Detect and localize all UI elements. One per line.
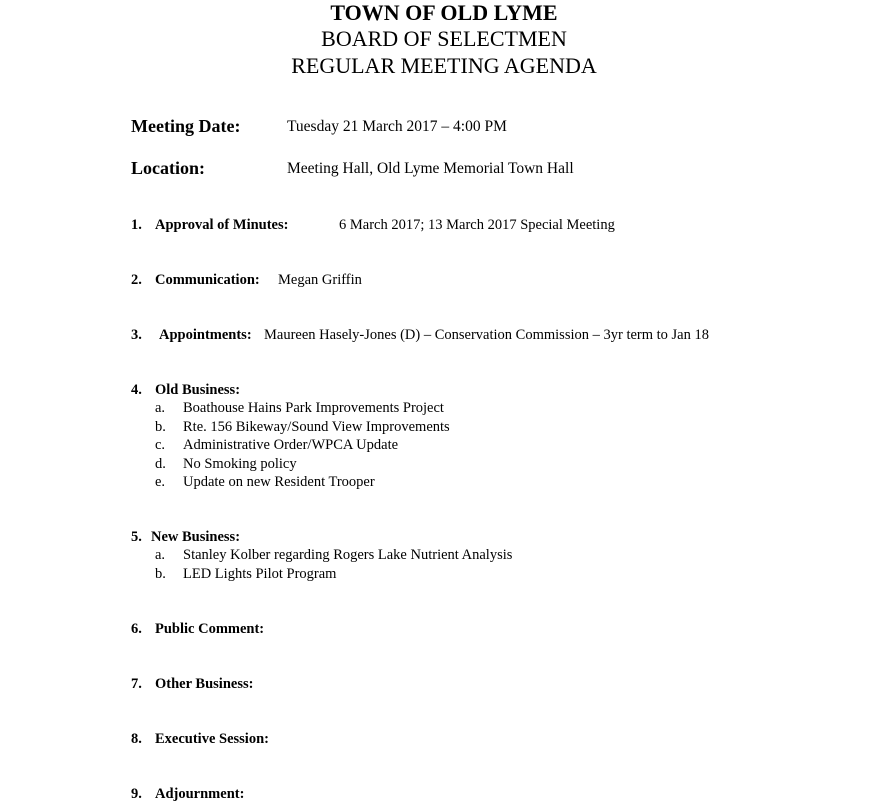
agenda-item-communication bbox=[131, 271, 260, 289]
agenda-item-approval-of-minutes bbox=[131, 216, 288, 234]
board-name: BOARD OF SELECTMEN bbox=[321, 26, 567, 51]
location-label: Location: bbox=[131, 158, 205, 178]
agenda-item-public-comment bbox=[131, 620, 264, 638]
list-item-letter: d. bbox=[155, 455, 166, 472]
item-label: Public Comment: bbox=[155, 621, 265, 637]
document-title: TOWN OF OLD LYME bbox=[330, 0, 558, 25]
item-label: Communication: bbox=[155, 272, 260, 288]
item-number: 1. bbox=[131, 217, 142, 233]
list-item bbox=[155, 565, 512, 584]
agenda-item-old-business bbox=[131, 381, 240, 399]
list-item bbox=[155, 546, 512, 565]
item-number: 3. bbox=[131, 327, 142, 343]
approval-of-minutes-value: 6 March 2017; 13 March 2017 Special Meeting bbox=[339, 217, 615, 233]
item-label: New Business: bbox=[151, 529, 241, 545]
meeting-date-label: Meeting Date: bbox=[131, 116, 241, 136]
list-item-text: Boathouse Hains Park Improvements Project bbox=[183, 400, 444, 416]
list-item-letter: e. bbox=[155, 474, 166, 490]
new-business-list bbox=[155, 546, 512, 583]
meeting-date-value: Tuesday 21 March 2017 – 4:00 PM bbox=[287, 118, 507, 135]
item-label: Executive Session: bbox=[155, 731, 269, 747]
list-item bbox=[155, 455, 450, 474]
agenda-item-other-business bbox=[131, 675, 253, 693]
agenda-item-executive-session bbox=[131, 730, 269, 748]
item-number: 7. bbox=[131, 676, 142, 692]
item-label: Approval of Minutes: bbox=[155, 217, 289, 233]
list-item-text: Rte. 156 Bikeway/Sound View Improvements bbox=[183, 418, 450, 435]
list-item-letter: b. bbox=[155, 565, 166, 582]
list-item-letter: b. bbox=[155, 418, 166, 435]
location-value: Meeting Hall, Old Lyme Memorial Town Hall bbox=[287, 160, 574, 177]
item-number: 4. bbox=[131, 382, 142, 398]
list-item-letter: c. bbox=[155, 437, 166, 453]
communication-value: Megan Griffin bbox=[278, 272, 362, 288]
item-label: Other Business: bbox=[155, 676, 254, 692]
agenda-type: REGULAR MEETING AGENDA bbox=[291, 53, 597, 78]
list-item-letter: a. bbox=[155, 547, 166, 563]
item-number: 8. bbox=[131, 731, 142, 747]
list-item bbox=[155, 418, 450, 437]
list-item-letter: a. bbox=[155, 400, 166, 416]
agenda-item-adjournment bbox=[131, 785, 244, 803]
appointments-value: Maureen Hasely-Jones (D) – Conservation Commission – 3yr term to Jan 18 bbox=[264, 327, 709, 343]
item-number: 6. bbox=[131, 621, 142, 637]
item-label: Adjournment: bbox=[155, 786, 245, 802]
item-number: 5. bbox=[131, 529, 142, 545]
list-item bbox=[155, 473, 450, 492]
list-item-text: Update on new Resident Trooper bbox=[183, 474, 375, 490]
list-item-text: Administrative Order/WPCA Update bbox=[183, 437, 399, 453]
item-number: 9. bbox=[131, 786, 142, 802]
item-number: 2. bbox=[131, 272, 142, 288]
list-item-text: No Smoking policy bbox=[183, 455, 297, 472]
list-item bbox=[155, 436, 450, 455]
agenda-item-new-business bbox=[131, 528, 240, 546]
old-business-list bbox=[155, 399, 450, 492]
agenda-item-appointments bbox=[131, 326, 252, 344]
item-label: Appointments: bbox=[159, 327, 252, 343]
list-item bbox=[155, 399, 450, 418]
item-label: Old Business: bbox=[155, 382, 241, 398]
list-item-text: Stanley Kolber regarding Rogers Lake Nutrient Analysis bbox=[183, 547, 513, 563]
list-item-text: LED Lights Pilot Program bbox=[183, 565, 337, 582]
